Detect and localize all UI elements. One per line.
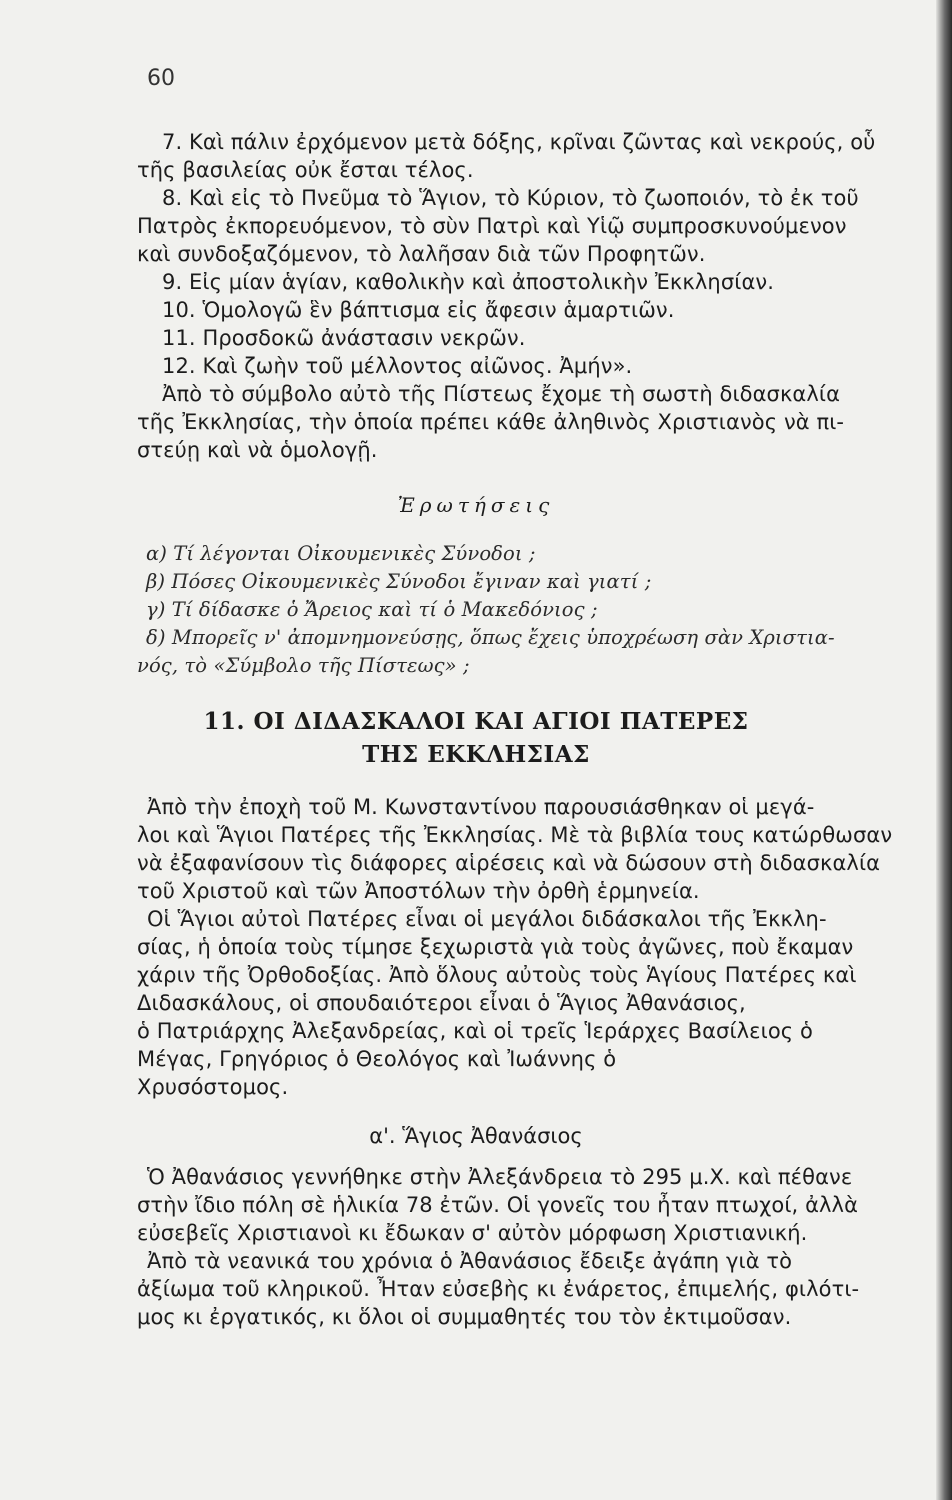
question-item: γ) Τί δίδασκε ὁ Ἄρειος καὶ τί ὁ Μακεδόνιος ; <box>146 598 598 621</box>
body-line: Διδασκάλους, οἱ σπουδαιότεροι εἶναι ὁ Ἅγιος Ἀθανάσιος, <box>137 991 746 1015</box>
body-line: μος κι ἐργατικός, κι ὅλοι οἱ συμμαθητές του τὸν ἐκτιμοῦσαν. <box>137 1305 792 1329</box>
creed-line: στεύῃ καὶ νὰ ὁμολογῇ. <box>137 438 378 462</box>
creed-line: 10. Ὁμολογῶ ἓν βάπτισμα εἰς ἄφεσιν ἁμαρτιῶν. <box>162 298 675 322</box>
body-line: ὁ Πατριάρχης Ἀλεξανδρείας, καὶ οἱ τρεῖς Ἱεράρχες Βασίλειος ὁ <box>137 1019 813 1043</box>
body-line: τοῦ Χριστοῦ καὶ τῶν Ἀποστόλων τὴν ὀρθὴ ἑρμηνεία. <box>137 879 700 903</box>
body-line: Ἀπὸ τὰ νεανικά του χρόνια ὁ Ἀθανάσιος ἔδειξε ἀγάπη γιὰ τὸ <box>147 1249 793 1273</box>
question-item: β) Πόσες Οἰκουμενικὲς Σύνοδοι ἔγιναν καὶ γιατί ; <box>146 570 652 593</box>
chapter-title-continued: ΤΗΣ ΕΚΚΛΗΣΙΑΣ <box>362 741 590 768</box>
body-line: Χρυσόστομος. <box>137 1075 289 1099</box>
creed-line: 11. Προσδοκῶ ἀνάστασιν νεκρῶν. <box>162 326 526 350</box>
creed-line: 7. Καὶ πάλιν ἐρχόμενον μετὰ δόξης, κρῖναι ζῶντας καὶ νεκρούς, οὗ <box>162 130 876 154</box>
body-line: σίας, ἡ ὁποία τοὺς τίμησε ξεχωριστὰ γιὰ τοὺς ἀγῶνες, ποὺ ἔκαμαν <box>137 935 854 959</box>
questions-heading: Ἐρωτήσεις <box>397 493 555 517</box>
question-item: δ) Μπορεῖς ν' ἀπομνημονεύσῃς, ὅπως ἔχεις ὑποχρέωση σὰν Χριστια- <box>146 626 835 649</box>
body-line: ἀξίωμα τοῦ κληρικοῦ. Ἦταν εὐσεβὴς κι ἐνάρετος, ἐπιμελής, φιλότι- <box>137 1277 860 1301</box>
creed-line: καὶ συνδοξαζόμενον, τὸ λαλῆσαν διὰ τῶν Προφητῶν. <box>137 242 706 266</box>
body-line: Ἀπὸ τὴν ἐποχὴ τοῦ Μ. Κωνσταντίνου παρουσιάσθηκαν οἱ μεγά- <box>147 795 815 819</box>
question-item: α) Τί λέγονται Οἰκουμενικὲς Σύνοδοι ; <box>146 542 536 565</box>
creed-line: 9. Εἰς μίαν ἁγίαν, καθολικὴν καὶ ἀποστολικὴν Ἐκκλησίαν. <box>162 270 774 294</box>
body-line: Ὁ Ἀθανάσιος γεννήθηκε στὴν Ἀλεξάνδρεια τὸ 295 μ.Χ. καὶ πέθανε <box>147 1165 853 1189</box>
body-line: λοι καὶ Ἅγιοι Πατέρες τῆς Ἐκκλησίας. Μὲ τὰ βιβλία τους κατώρθωσαν <box>137 823 893 847</box>
creed-line: Ἀπὸ τὸ σύμβολο αὐτὸ τῆς Πίστεως ἔχομε τὴ σωστὴ διδασκαλία <box>162 382 841 406</box>
body-line: Οἱ Ἅγιοι αὐτοὶ Πατέρες εἶναι οἱ μεγάλοι διδάσκαλοι τῆς Ἐκκλη- <box>147 907 827 931</box>
creed-line: τῆς Ἐκκλησίας, τὴν ὁποία πρέπει κάθε ἀληθινὸς Χριστιανὸς νὰ πι- <box>137 410 845 434</box>
body-line: εὐσεβεῖς Χριστιανοὶ κι ἔδωκαν σ' αὐτὸν μόρφωση Χριστιανική. <box>137 1221 808 1245</box>
body-line: στὴν ἴδιο πόλη σὲ ἡλικία 78 ἐτῶν. Οἱ γονεῖς του ἦταν πτωχοί, ἀλλὰ <box>137 1193 859 1217</box>
body-line: χάριν τῆς Ὀρθοδοξίας. Ἀπὸ ὅλους αὐτοὺς τοὺς Ἁγίους Πατέρες καὶ <box>137 963 857 987</box>
body-line: νὰ ἐξαφανίσουν τὶς διάφορες αἱρέσεις καὶ νὰ δώσουν στὴ διδασκαλία <box>137 851 881 875</box>
body-line: Μέγας, Γρηγόριος ὁ Θεολόγος καὶ Ἰωάννης ὁ <box>137 1047 617 1071</box>
creed-line: Πατρὸς ἐκπορευόμενον, τὸ σὺν Πατρὶ καὶ Υἱῷ συμπροσκυνούμενον <box>137 214 847 238</box>
chapter-title: 11. ΟΙ ΔΙΔΑΣΚΑΛΟΙ ΚΑΙ ΑΓΙΟΙ ΠΑΤΕΡΕΣ <box>203 708 749 735</box>
question-item: νός, τὸ «Σύμβολο τῆς Πίστεως» ; <box>137 654 470 677</box>
creed-line: 8. Καὶ εἰς τὸ Πνεῦμα τὸ Ἅγιον, τὸ Κύριον, τὸ ζωοποιόν, τὸ ἐκ τοῦ <box>162 186 859 210</box>
page-number: 60 <box>147 66 175 91</box>
creed-line: τῆς βασιλείας οὐκ ἔσται τέλος. <box>137 158 474 182</box>
section-heading: α'. Ἅγιος Ἀθανάσιος <box>369 1124 583 1148</box>
creed-line: 12. Καὶ ζωὴν τοῦ μέλλοντος αἰῶνος. Ἀμήν». <box>162 354 633 378</box>
